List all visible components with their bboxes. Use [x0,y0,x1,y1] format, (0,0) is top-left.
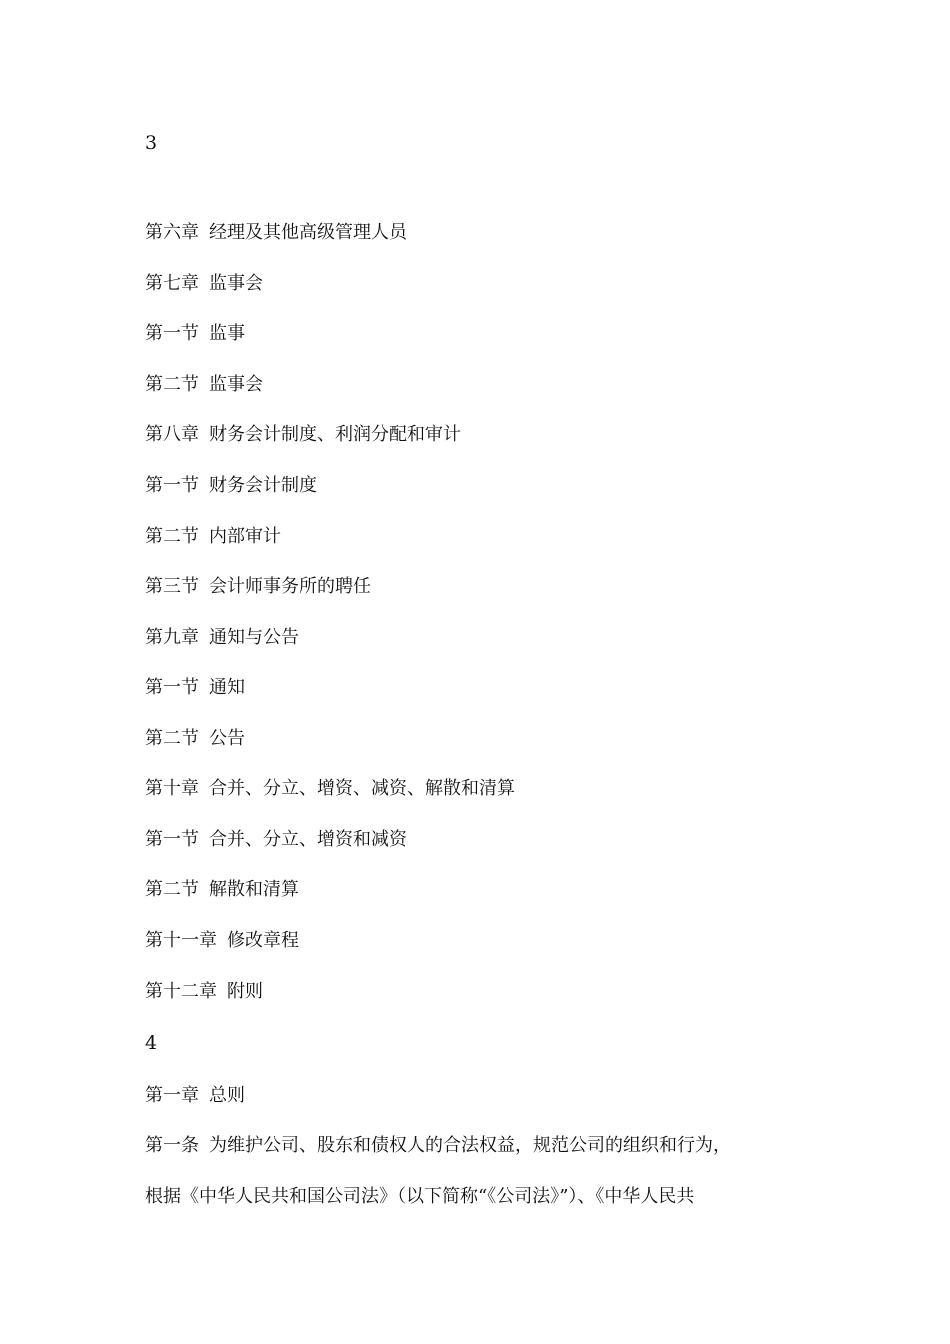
article-text: 为维护公司、股东和债权人的合法权益，规范公司的组织和行为， [209,1135,731,1156]
toc-entry [145,475,317,497]
toc-entry-title: 会计师事务所的聘任 [209,576,371,597]
toc-entry-label: 第一节 [145,323,199,344]
toc-entry [145,778,515,800]
toc-entry-title: 解散和清算 [209,879,299,900]
toc-entry [145,222,407,244]
toc-entry-title: 合并、分立、增资、减资、解散和清算 [209,778,515,799]
page-number: 4 [145,1032,158,1054]
toc-entry-label: 第三节 [145,576,199,597]
toc-entry-label: 第一节 [145,475,199,496]
toc-entry-title: 监事会 [209,374,263,395]
toc-entry [145,526,281,548]
toc-entry-title: 监事 [209,323,245,344]
article-first-line [145,1135,731,1157]
toc-entry-title: 附则 [227,981,263,1002]
toc-entry [145,576,371,598]
toc-entry [145,829,407,851]
toc-entry [145,374,263,396]
toc-entry-label: 第七章 [145,273,199,294]
toc-entry-title: 财务会计制度 [209,475,317,496]
toc-entry-label: 第九章 [145,627,199,648]
toc-entry-label: 第二节 [145,526,199,547]
article-label: 第一条 [145,1135,199,1156]
chapter-label: 第一章 [145,1085,199,1106]
toc-entry-label: 第八章 [145,424,199,445]
toc-entry-title: 经理及其他高级管理人员 [209,222,407,243]
toc-entry-title: 监事会 [209,273,263,294]
chapter-heading [145,1085,245,1107]
toc-entry [145,728,245,750]
page-number: 3 [145,132,158,154]
toc-entry [145,879,299,901]
toc-entry-label: 第一节 [145,677,199,698]
toc-entry-label: 第六章 [145,222,199,243]
toc-entry-title: 通知与公告 [209,627,299,648]
toc-entry [145,981,263,1003]
toc-entry [145,273,263,295]
toc-entry-label: 第十章 [145,778,199,799]
article-continuation: 根据《中华人民共和国公司法》（以下简称“《公司法》”）、《中华人民共 [145,1186,695,1207]
toc-entry-label: 第十二章 [145,981,217,1002]
chapter-title: 总则 [209,1085,245,1106]
toc-entry-label: 第十一章 [145,930,217,951]
toc-entry-title: 合并、分立、增资和减资 [209,829,407,850]
toc-entry [145,677,245,699]
toc-entry-title: 财务会计制度、利润分配和审计 [209,424,461,445]
toc-entry-title: 内部审计 [209,526,281,547]
toc-entry [145,627,299,649]
toc-entry-title: 修改章程 [227,930,299,951]
toc-entry-label: 第一节 [145,829,199,850]
toc-entry [145,424,461,446]
toc-entry-label: 第二节 [145,879,199,900]
toc-entry [145,323,245,345]
toc-entry-title: 通知 [209,677,245,698]
toc-entry [145,930,299,952]
toc-entry-label: 第二节 [145,728,199,749]
toc-entry-title: 公告 [209,728,245,749]
toc-entry-label: 第二节 [145,374,199,395]
